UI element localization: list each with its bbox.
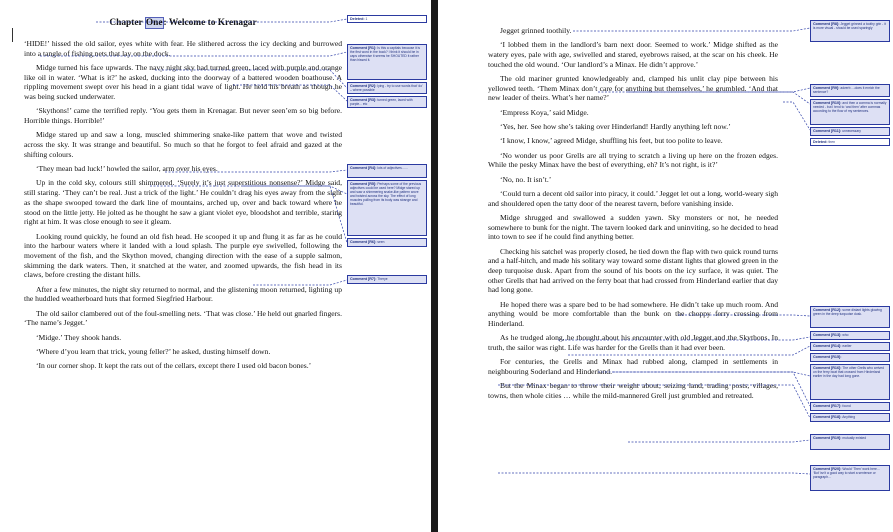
- paragraph: The old mariner grunted knowledgeably and, clamped his unlit clay pipe between his yellowed teeth. ‘Them Minax don’t care for anything but themselves,’ he grumbled. ‘And that new leader of theirs. What’s her name?’: [488, 74, 778, 103]
- paragraph: Midge stared up and saw a long, muscled shimmering snake-like pattern that wove and twisted across the sky. It was strange and beautiful. So much so that he forgot to feel afraid and gazed at the shifting colours.: [24, 130, 342, 159]
- paragraph: Up in the cold sky, colours still shimmered. ‘Surely it’s just superstitious nonsense?’ Midge said, still staring. ‘They can’t be real. Just a trick of the light.’ He couldn’t drag his eyes away from the sight as the shape swooped toward the dark line of mountains, arched up, over and back toward where he stood on the little jetty. He jolted as he thought he saw a giant violet eye, bloodshot and terrible, staring right at him. It was close enough to see it gleam.: [24, 178, 342, 227]
- paragraph: As he trudged along, he thought about his encounter with old Jegget and the Skythons. In truth, the sailor was right. Life was harder for the Grells than it had ever been.: [488, 333, 778, 353]
- right-page-text[interactable]: [488, 26, 778, 405]
- paragraph: But the Minax began to throw their weight about, seizing land, trading posts, villages, towns, then whole cities … while the mild-mannered Grell just grumbled and retreated.: [488, 381, 778, 401]
- comment-r9[interactable]: Comment [R9]: adverb….does it enrich the sentence?: [810, 84, 890, 97]
- paragraph: After a few minutes, the night sky returned to normal, and the glistening moon returned, lighting up the huddled weatherboard huts that formed Siegfried Harbour.: [24, 284, 342, 304]
- deleted-note[interactable]: Deleted: then: [810, 138, 890, 146]
- paragraph: ‘I know, I know,’ agreed Midge, shuffling his feet, but too polite to leave.: [500, 136, 723, 146]
- comment-r14[interactable]: Comment [R14]: earlier: [810, 342, 890, 351]
- paragraph: ‘No, no. It isn’t.’: [500, 174, 552, 184]
- comment-r17[interactable]: Comment [R17]: found: [810, 402, 890, 411]
- paragraph: The old sailor clambered out of the foul-smelling nets. ‘That was close.’ He held out gnarled fingers. ‘The name’s Jegget.’: [24, 308, 342, 328]
- right-document-page: [438, 0, 893, 532]
- paragraph: Midge turned his face upwards. The navy night sky had turned green, laced with purple and orange like oil in water. ‘What is it?’ he asked, ducking into the doorway of a battered wooden boathouse. A rippling movement swept over his head in a giant tidal wave of light. He held his breath as though he was being sucked underwater.: [24, 63, 342, 102]
- paragraph: ‘HIDE!’ hissed the old sailor, eyes white with fear. He slithered across the icy decking and burrowed into a tangle of fishing nets that lay on the dock.: [24, 39, 342, 58]
- comment-r13[interactable]: Comment [R13]: who: [810, 331, 890, 340]
- comment-r20[interactable]: Comment [R20]: Would ‘Then’ work here… ‘But’ isn’t a good way to start a sentence or paragraph…: [810, 465, 890, 491]
- paragraph: ‘They mean bad luck!’ howled the sailor, arm over his eyes.: [36, 164, 218, 174]
- paragraph: ‘Midge.’ They shook hands.: [36, 332, 122, 342]
- paragraph: ‘Could turn a decent old sailor into piracy, it could.’ Jegget let out a long, world-weary sigh and shouldered open the tatty door of the nearest tavern, before vanishing inside.: [488, 188, 778, 208]
- paragraph: ‘I lobbed them in the landlord’s barn next door. Seemed to work.’ Midge shifted as the watery eyes, pale with age, swivelled and stared, eyebrows raised, at the scar on his cheek. He touched the old wound. ‘Our landlord’s a Minax. He didn’t approve.’: [488, 40, 778, 69]
- paragraph: ‘Empress Koya,’ said Midge.: [500, 107, 589, 117]
- deleted-note[interactable]: Deleted: 1: [347, 15, 427, 23]
- paragraph: ‘No wonder us poor Grells are all trying to scratch a living up here on the frozen edges. While the pesky Minax have the best of everything, eh? It’s not right, is it?’: [488, 150, 778, 170]
- paragraph: Looking round quickly, he found an old fish head. He scooped it up and flung it as far as he could into the harbour waters where it landed with a loud splash. The purple eye swivelled, following the movement of the fish, and the Skython moved, changing direction with the ease of a supple salmon, skimming the dark waters. Then, it snatched at the water, and zoomed upwards, the fish head in its claws, before cresting the distant hills.: [24, 231, 342, 280]
- comment-r3[interactable]: Comment [R3]: turned green, laced with purple... etc: [347, 96, 427, 108]
- chapter-heading: Chapter One: Welcome to Krenagar: [109, 18, 257, 28]
- comment-r2[interactable]: Comment [R2]: lying - try to use words that ‘do’ – where possible: [347, 82, 427, 94]
- comment-r12[interactable]: Comment [R12]: some distant lights glowing green in the deep turquoise dusk.: [810, 306, 890, 328]
- paragraph: ‘Where d’you learn that trick, young feller?’ he asked, dusting himself down.: [36, 346, 271, 356]
- paragraph: Checking his satchel was properly closed, he tied down the flap with two quick round turns and a half-hitch, and made his solitary way toward some distant lights that glowed green in the deep turquoise dusk. Apart from the sound of his boots on the icy surface, it was quiet. The other Grells that had arrived on the ferry boat that had crossed from Hinderland earlier that day had long gone.: [488, 246, 778, 295]
- paragraph: For centuries, the Grells and Minax had rubbed along, clamped in settlements in neighbouring Soderland and Hinderland.: [488, 357, 778, 377]
- comment-r4[interactable]: Comment [R4]: lots of adjectives……: [347, 164, 427, 178]
- paragraph: Midge shrugged and swallowed a sudden yawn. Sky monsters or not, he needed somewhere to bunk for the night. The tavern looked dark and uninviting, so he decided to head into town to see if he could find anything better.: [488, 212, 778, 242]
- comment-r7[interactable]: Comment [R7]: Therye: [347, 275, 427, 284]
- comment-r15[interactable]: Comment [R15]:: [810, 353, 890, 362]
- paragraph: ‘Skythons!’ came the terrified reply. ‘You gets them in Krenagar. But never seen’em so big before. Horrible things. Horrible!’: [24, 106, 342, 126]
- comment-r10[interactable]: Comment [R10]: and then a comma is normally needed - but I tend to ‘and then’ after commas according to the flow of my sentences.: [810, 99, 890, 125]
- comment-r16[interactable]: Comment [R16]: The other Grells who arrived on the ferry boat that crossed from Hinderland earlier in the day had long gone.: [810, 364, 890, 400]
- text-cursor: [12, 28, 13, 42]
- comment-r1[interactable]: Comment [R1]: Is this a capitals because it is the first word in the book? I think it should be in caps otherwise it seems he SHOUTED it rather than hissed it.: [347, 44, 427, 80]
- comment-r19[interactable]: Comment [R19]: mutually existed: [810, 434, 890, 450]
- paragraph: ‘Yes, her. See how she’s taking over Hinderland! Hardly anything left now.’: [500, 122, 731, 131]
- paragraph: ‘In our corner shop. It kept the rats out of the cellars, except there I used old bacon bones.’: [36, 361, 312, 371]
- heading-highlight[interactable]: One: [145, 18, 163, 28]
- comment-r18[interactable]: Comment [R18]: Anything: [810, 413, 890, 422]
- left-document-page: [0, 0, 431, 532]
- comment-r8[interactable]: Comment [R8]: Jegget grinned a toothy grin - it is more visual - should be used sparingly: [810, 20, 890, 42]
- comment-r11[interactable]: Comment [R11]: unnecessary: [810, 127, 890, 136]
- paragraph: He hoped there was a spare bed to be had somewhere. He didn’t take up much room. And anything would be more comfortable than the bunk on the choppy ferry crossing from Hinderland.: [488, 299, 778, 329]
- comment-r6[interactable]: Comment [R6]: seen: [347, 238, 427, 247]
- page-divider: [431, 0, 438, 532]
- left-page-text[interactable]: [24, 14, 342, 376]
- paragraph: Jegget grinned toothily.: [500, 26, 572, 35]
- comment-r5[interactable]: Comment [R5]: Perhaps some of the previous adjectives could be used here? Midge stared up and saw a shimmering snake-like pattern wove and twisted across the sky. The effect of long muscles pulling from its body was strange and beautiful.: [347, 180, 427, 236]
